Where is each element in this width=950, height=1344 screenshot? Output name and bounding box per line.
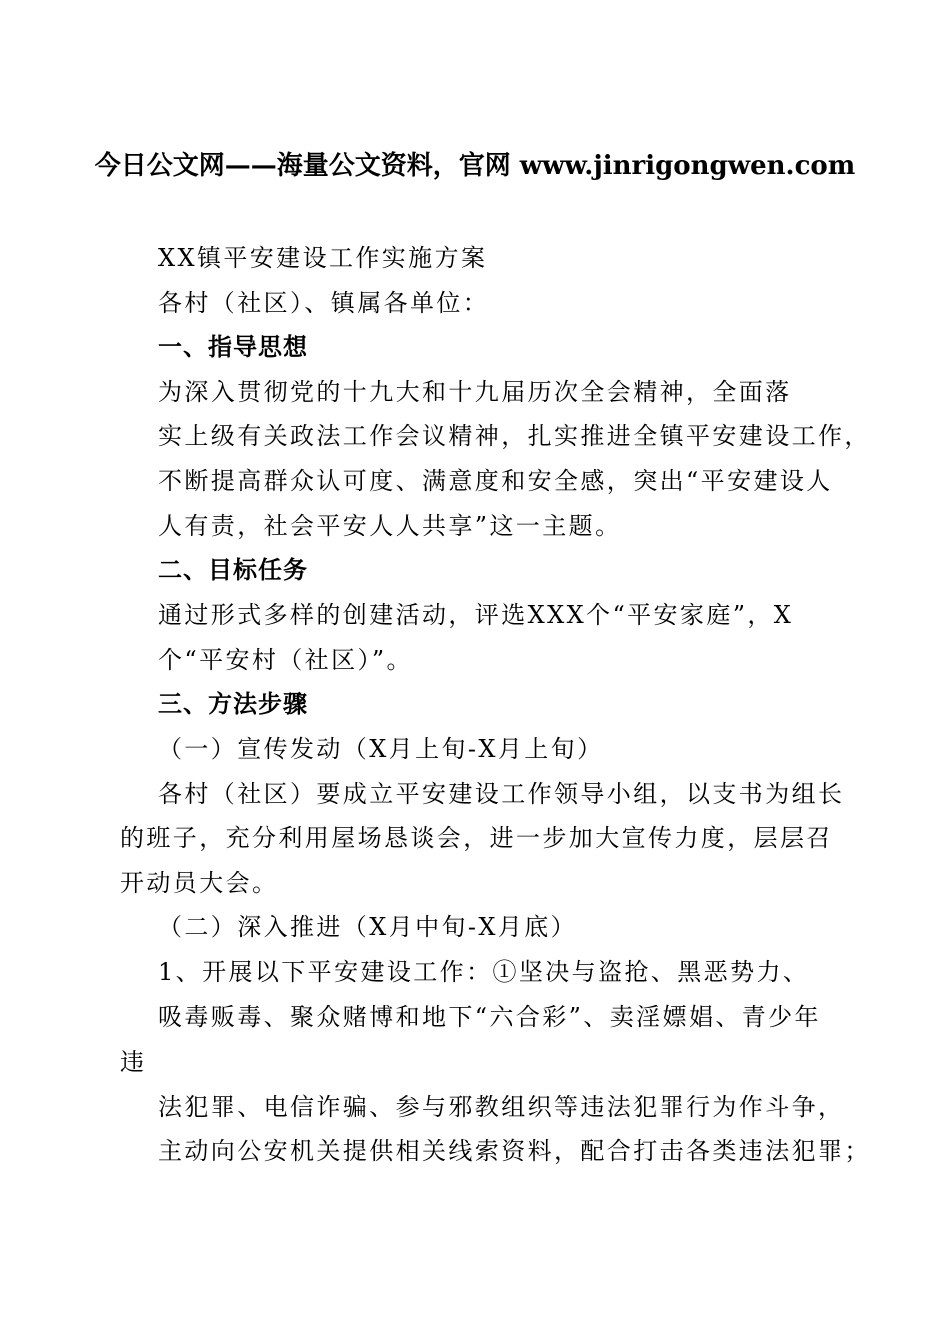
subsection-heading-2: （二）深入推进（X月中旬-X月底） bbox=[158, 913, 578, 941]
section-heading-2: 二、目标任务 bbox=[158, 556, 308, 584]
paragraph-line: 法犯罪、电信诈骗、参与邪教组织等违法犯罪行为作斗争， bbox=[158, 1093, 845, 1121]
doc-title: XX镇平安建设工作实施方案 bbox=[158, 244, 488, 272]
paragraph-line: 的班子，充分利用屋场恳谈会，进一步加大宣传力度，层层召 bbox=[120, 824, 833, 852]
paragraph-line: 吸毒贩毒、聚众赌博和地下“六合彩”、卖淫嫖娼、青少年 bbox=[158, 1003, 821, 1031]
paragraph-line: 通过形式多样的创建活动，评选XXX个“平安家庭”，X bbox=[158, 601, 794, 629]
paragraph-line: 主动向公安机关提供相关线索资料，配合打击各类违法犯罪； bbox=[158, 1137, 871, 1165]
paragraph-line: 人有责，社会平安人人共享”这一主题。 bbox=[158, 512, 622, 540]
salutation: 各村（社区）、镇属各单位： bbox=[158, 289, 490, 317]
paragraph-line: 为深入贯彻党的十九大和十九届历次全会精神，全面落 bbox=[158, 378, 792, 406]
subsection-heading-1: （一）宣传发动（X月上旬-X月上旬） bbox=[158, 735, 604, 763]
paragraph-line: 违 bbox=[120, 1048, 147, 1076]
paragraph-line: 个“平安村（社区）”。 bbox=[158, 646, 413, 674]
paragraph-line: 实上级有关政法工作会议精神，扎实推进全镇平安建设工作， bbox=[158, 422, 871, 450]
paragraph-line: 各村（社区）要成立平安建设工作领导小组，以支书为组长 bbox=[158, 780, 845, 808]
site-header: 今日公文网——海量公文资料，官网 www.jinrigongwen.com bbox=[94, 151, 856, 181]
paragraph-line: 不断提高群众认可度、满意度和安全感，突出“平安建设人 bbox=[158, 467, 833, 495]
section-heading-1: 一、指导思想 bbox=[158, 333, 308, 361]
paragraph-line: 1、开展以下平安建设工作：①坚决与盗抢、黑恶势力、 bbox=[158, 958, 810, 986]
section-heading-3: 三、方法步骤 bbox=[158, 690, 308, 718]
paragraph-line: 开动员大会。 bbox=[120, 869, 279, 897]
